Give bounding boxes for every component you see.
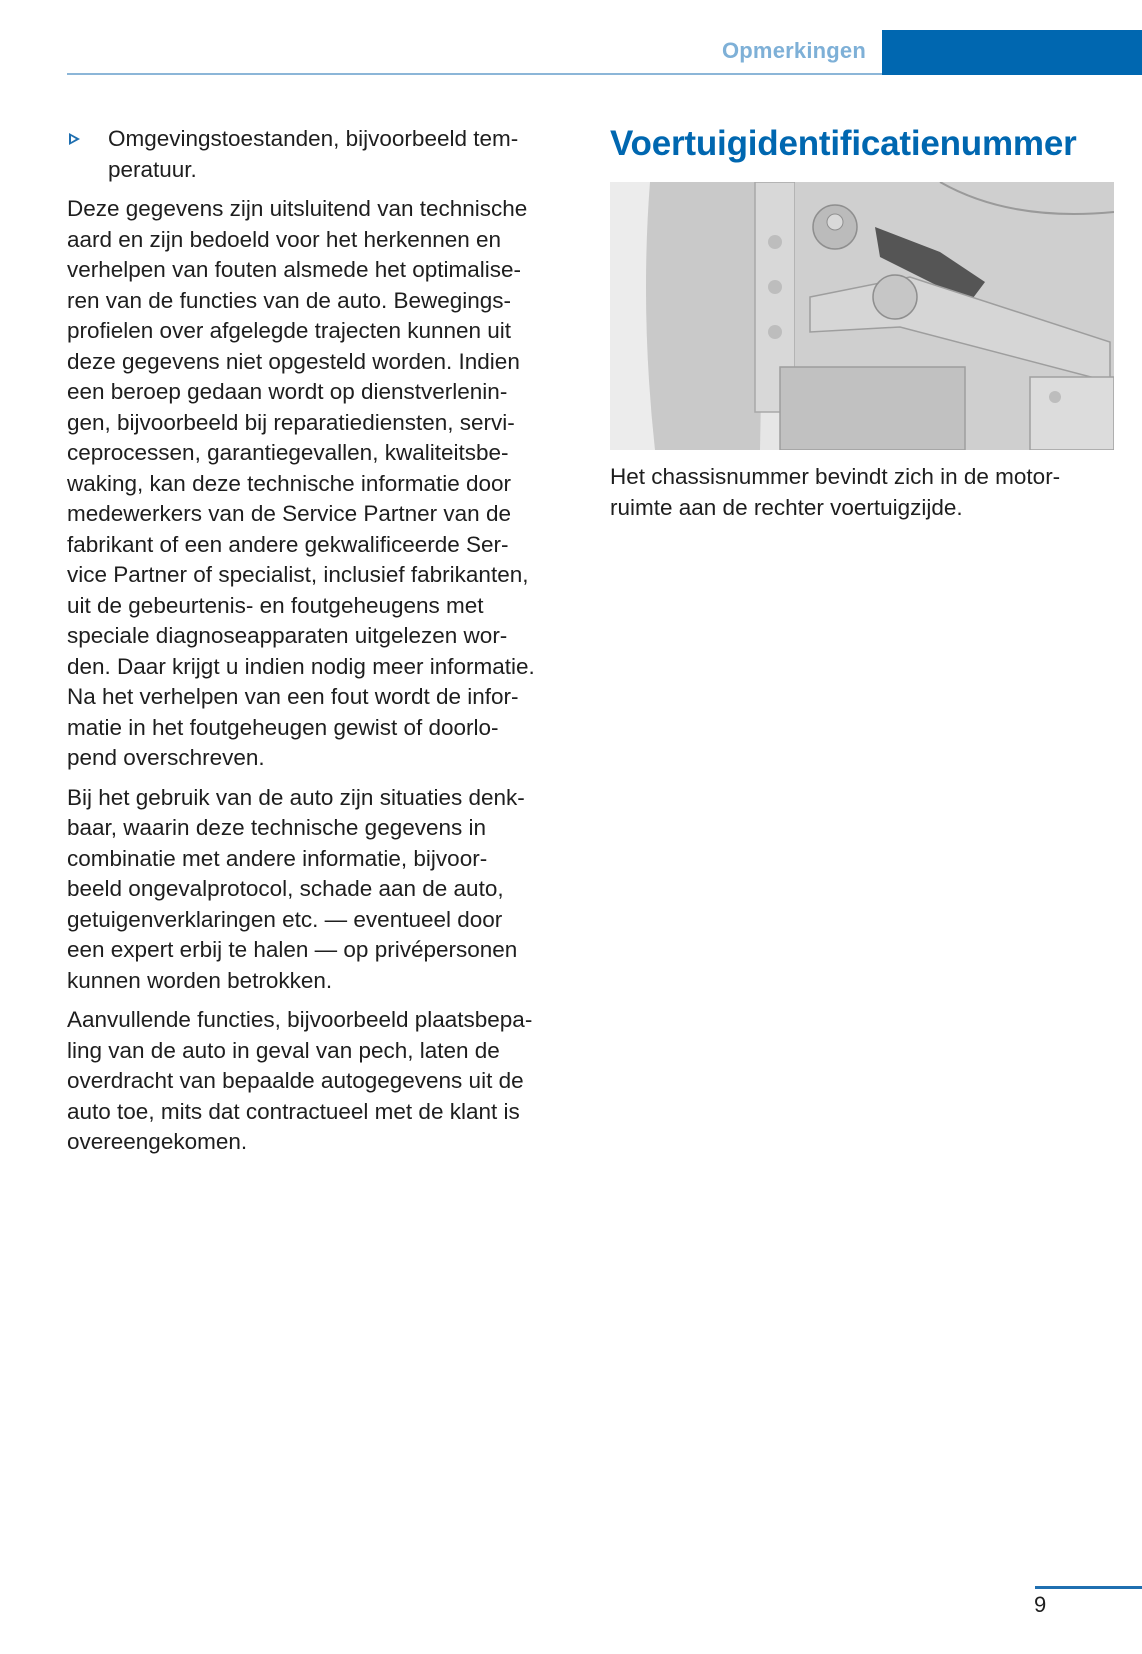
footer-divider xyxy=(1035,1586,1142,1589)
bolt xyxy=(768,325,782,339)
bolt xyxy=(1049,391,1061,403)
engine-compartment-illustration xyxy=(610,182,1114,450)
header-divider xyxy=(67,73,882,75)
bolt xyxy=(768,280,782,294)
text-line: auto toe, mits dat contractueel met de klant is xyxy=(67,1098,520,1124)
text-line: vice Partner of specialist, inclusief fabrikanten, xyxy=(67,562,529,587)
text-line: verhelpen van fouten alsmede het optimalise- xyxy=(67,257,522,282)
text-line: profielen over afgelegde trajecten kunnen uit xyxy=(67,318,512,343)
paragraph-additional-functions xyxy=(67,1005,572,1158)
text-line: fabrikant of een andere gekwalificeerde Ser- xyxy=(67,531,509,557)
text-line: kunnen worden betrokken. xyxy=(67,967,333,993)
paragraph-technical-data xyxy=(67,194,572,774)
figure-caption xyxy=(610,462,1115,523)
text-line: gen, bijvoorbeeld bij reparatiediensten, servi- xyxy=(67,409,515,435)
right-column xyxy=(610,124,1115,532)
text-line: pend overschreven. xyxy=(67,745,265,770)
page-number: 9 xyxy=(1034,1592,1047,1617)
text-line: aard en zijn bedoeld voor het herkennen en xyxy=(67,226,502,252)
bullet-line: Omgevingstoestanden, bijvoorbeeld tem- xyxy=(108,126,519,151)
text-line: deze gegevens niet opgesteld worden. Indien xyxy=(67,348,520,374)
engine-compartment-figure xyxy=(610,182,1114,450)
text-line: speciale diagnoseapparaten uitgelezen wor- xyxy=(67,623,508,648)
bolt xyxy=(768,235,782,249)
text-line: beeld ongevalprotocol, schade aan de auto, xyxy=(67,876,504,901)
section-header-title: Opmerkingen xyxy=(721,38,866,63)
text-line: overdracht van bepaalde autogegevens uit de xyxy=(67,1068,524,1093)
text-line: waking, kan deze technische informatie door xyxy=(67,470,512,496)
text-line: baar, waarin deze technische gegevens in xyxy=(67,815,487,840)
text-line: Het chassisnummer bevindt zich in de motor- xyxy=(610,464,1061,489)
battery-cover xyxy=(780,367,965,450)
text-line: Aanvullende functies, bijvoorbeeld plaatsbepa- xyxy=(67,1007,533,1032)
text-line: den. Daar krijgt u indien nodig meer informatie. xyxy=(67,653,535,679)
paragraph-situations xyxy=(67,783,572,997)
text-line: matie in het foutgeheugen gewist of doorlo- xyxy=(67,714,499,740)
bracket xyxy=(1030,377,1114,450)
left-column xyxy=(67,124,572,1167)
text-line: Bij het gebruik van de auto zijn situaties denk- xyxy=(67,784,525,810)
list-item xyxy=(67,124,572,185)
text-line: Na het verhelpen van een fout wordt de infor- xyxy=(67,684,519,709)
body-panel xyxy=(646,182,765,450)
text-line: uit de gebeurtenis- en foutgeheugens met xyxy=(67,592,484,618)
text-line: overeengekomen. xyxy=(67,1129,248,1154)
text-line: combinatie met andere informatie, bijvoor- xyxy=(67,845,488,871)
text-line: ling van de auto in geval van pech, laten de xyxy=(67,1037,500,1063)
text-line: getuigenverklaringen etc. — eventueel door xyxy=(67,906,503,932)
text-line: ren van de functies van de auto. Bewegings- xyxy=(67,287,512,313)
text-line: ceprocessen, garantiegevallen, kwaliteitsbe- xyxy=(67,440,509,465)
strut-nut xyxy=(827,214,843,230)
text-line: medewerkers van de Service Partner van de xyxy=(67,501,511,526)
text-line: ruimte aan de rechter voertuigzijde. xyxy=(610,494,963,520)
text-line: Deze gegevens zijn uitsluitend van technische xyxy=(67,196,528,221)
reservoir-cap xyxy=(873,275,917,319)
triangle-right-outline-icon xyxy=(69,133,80,145)
bullet-line: peratuur. xyxy=(108,156,197,182)
text-line: een expert erbij te halen — op privépersonen xyxy=(67,937,518,962)
text-line: een beroep gedaan wordt op dienstverlenin- xyxy=(67,379,508,404)
section-header-bar xyxy=(882,30,1142,75)
section-heading: Voertuigidentificatienummer xyxy=(610,124,1077,163)
